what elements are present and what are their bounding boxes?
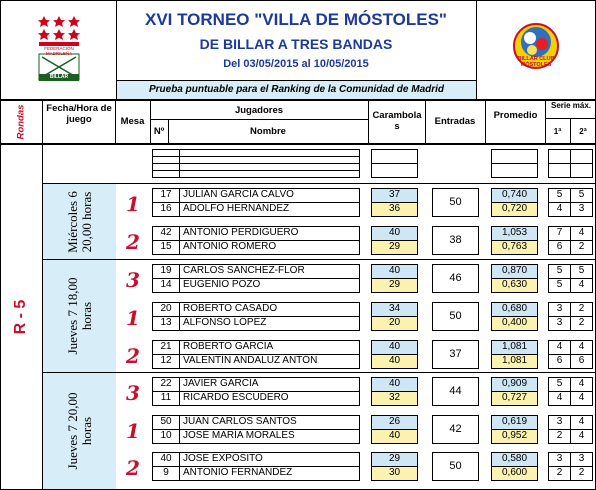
promedio-value: 0,740	[491, 188, 538, 203]
serie1-value: 3	[548, 316, 571, 331]
serie2-value: 2	[570, 240, 593, 255]
player-number: 9	[152, 466, 180, 481]
col-carambolas: Carambolas	[372, 110, 422, 132]
federation-logo-billar: BILLAR	[49, 74, 69, 80]
serie2-value: 5	[570, 188, 593, 203]
promedio-value: 1,081	[491, 354, 538, 369]
ranking-note: Prueba puntuable para el Ranking de la Comunidad de Madrid	[117, 81, 476, 99]
player-number: 12	[152, 354, 180, 369]
player-name: ADOLFO HERNÁNDEZ	[179, 202, 360, 217]
col-serie: Serie máx.	[550, 101, 592, 110]
round-label: R - 5	[12, 299, 29, 335]
player-number: 13	[152, 316, 180, 331]
player-name: ROBERTO GARCÍA	[179, 340, 360, 355]
table-number: 3	[126, 268, 140, 292]
carambolas-value: 26	[371, 415, 418, 430]
promedio-value: 0,727	[491, 391, 538, 406]
col-num: Nº	[153, 126, 165, 137]
serie1-value: 3	[548, 415, 571, 430]
carambolas-value: 40	[371, 264, 418, 279]
serie1-value: 5	[548, 264, 571, 279]
player-name: ANTONIO FERNÁNDEZ	[179, 466, 360, 481]
player-name: ALFONSO LÓPEZ	[179, 316, 360, 331]
day-label: Jueves 7 18,00 horas	[64, 277, 94, 355]
tournament-subtitle: DE BILLAR A TRES BANDAS	[199, 36, 393, 52]
player-number: 50	[152, 415, 180, 430]
promedio-value: 0,952	[491, 429, 538, 444]
player-name: VALENTÍN ANDALUZ ANTÓN	[179, 354, 360, 369]
carambolas-value: 29	[371, 278, 418, 293]
player-number: 20	[152, 302, 180, 317]
promedio-value: 0,680	[491, 302, 538, 317]
promedio-value: 0,870	[491, 264, 538, 279]
player-number: 22	[152, 377, 180, 392]
entradas-value: 38	[432, 226, 479, 255]
carambolas-value: 29	[371, 240, 418, 255]
player-name: ANTONIO PERDIGUERO	[179, 226, 360, 241]
serie1-value: 4	[548, 202, 571, 217]
player-name: JOSÉ EXPÓSITO	[179, 452, 360, 467]
carambolas-value: 34	[371, 302, 418, 317]
serie1-value: 5	[548, 278, 571, 293]
player-name: JULIÁN GARCÍA CALVO	[179, 188, 360, 203]
federation-logo-text: FEDERACIÓN MADRILEÑA	[44, 46, 74, 56]
promedio-value: 0,720	[491, 202, 538, 217]
player-number: 21	[152, 340, 180, 355]
player-number: 16	[152, 202, 180, 217]
player-number: 40	[152, 452, 180, 467]
promedio-value: 0,619	[491, 415, 538, 430]
serie2-value: 4	[570, 429, 593, 444]
serie1-value: 3	[548, 452, 571, 467]
entradas-value: 46	[432, 264, 479, 293]
serie2-value: 3	[570, 452, 593, 467]
player-name: RICARDO ESCUDERO	[179, 391, 360, 406]
col-serie2: 2ª	[579, 127, 587, 136]
tournament-dates: Del 03/05/2015 al 10/05/2015	[223, 58, 369, 70]
promedio-value: 0,400	[491, 316, 538, 331]
player-number: 17	[152, 188, 180, 203]
player-number: 15	[152, 240, 180, 255]
serie2-value: 4	[570, 377, 593, 392]
serie2-value: 6	[570, 354, 593, 369]
carambolas-value: 40	[371, 340, 418, 355]
col-promedio: Promedio	[493, 110, 538, 121]
serie2-value: 2	[570, 316, 593, 331]
entradas-value: 42	[432, 415, 479, 444]
serie2-value: 3	[570, 202, 593, 217]
player-number: 11	[152, 391, 180, 406]
day-label: Jueves 7 20,00 horas	[64, 392, 94, 470]
promedio-value: 0,909	[491, 377, 538, 392]
serie1-value: 6	[548, 240, 571, 255]
col-serie1: 1ª	[553, 127, 562, 136]
table-number: 2	[126, 456, 140, 480]
table-number: 2	[126, 344, 140, 368]
player-name: CARLOS SÁNCHEZ-FLOR	[179, 264, 360, 279]
serie2-value: 5	[570, 264, 593, 279]
serie2-value: 2	[570, 466, 593, 481]
carambolas-value: 29	[371, 452, 418, 467]
player-name: JAVIER GARCÍA	[179, 377, 360, 392]
carambolas-value: 36	[371, 202, 418, 217]
player-name: JUAN CARLOS SANTOS	[179, 415, 360, 430]
serie2-value: 2	[570, 302, 593, 317]
table-number: 1	[126, 192, 140, 216]
table-number: 1	[126, 419, 140, 443]
day-label: Miércoles 6 20,00 horas	[64, 190, 94, 253]
promedio-value: 0,600	[491, 466, 538, 481]
table-number: 3	[126, 381, 140, 405]
promedio-value: 1,081	[491, 340, 538, 355]
serie2-value: 4	[570, 340, 593, 355]
carambolas-value: 32	[371, 391, 418, 406]
player-name: JOSÉ MARÍA MORALES	[179, 429, 360, 444]
serie2-value: 4	[570, 226, 593, 241]
carambolas-value: 40	[371, 226, 418, 241]
serie1-value: 5	[548, 188, 571, 203]
player-name: EUGENIO POZO	[179, 278, 360, 293]
serie1-value: 4	[548, 340, 571, 355]
entradas-value: 44	[432, 377, 479, 406]
serie1-value: 2	[548, 429, 571, 444]
player-number: 14	[152, 278, 180, 293]
serie1-value: 5	[548, 377, 571, 392]
col-entradas: Entradas	[434, 116, 476, 127]
col-jugadores: Jugadores	[234, 105, 284, 116]
player-number: 10	[152, 429, 180, 444]
entradas-value: 50	[432, 302, 479, 331]
carambolas-value: 20	[371, 316, 418, 331]
club-logo-text: BILLAR CLUB MÓSTOLES	[517, 56, 555, 68]
promedio-value: 0,763	[491, 240, 538, 255]
carambolas-value: 40	[371, 377, 418, 392]
carambolas-value: 40	[371, 429, 418, 444]
serie1-value: 7	[548, 226, 571, 241]
serie1-value: 3	[548, 302, 571, 317]
carambolas-value: 30	[371, 466, 418, 481]
serie2-value: 4	[570, 278, 593, 293]
entradas-value: 50	[432, 452, 479, 481]
entradas-value: 37	[432, 340, 479, 369]
promedio-value: 0,580	[491, 452, 538, 467]
serie2-value: 4	[570, 391, 593, 406]
carambolas-value: 40	[371, 354, 418, 369]
serie1-value: 2	[548, 466, 571, 481]
serie1-value: 6	[548, 354, 571, 369]
tournament-title: XVI TORNEO "VILLA DE MÓSTOLES"	[144, 10, 447, 29]
table-number: 1	[126, 306, 140, 330]
player-name: ANTONIO ROMERO	[179, 240, 360, 255]
table-number: 2	[126, 230, 140, 254]
promedio-value: 0,630	[491, 278, 538, 293]
col-fecha: Fecha/Hora de juego	[46, 103, 112, 125]
col-mesa: Mesa	[120, 116, 145, 127]
serie2-value: 4	[570, 415, 593, 430]
carambolas-value: 37	[371, 188, 418, 203]
serie1-value: 4	[548, 391, 571, 406]
entradas-value: 50	[432, 188, 479, 217]
player-number: 42	[152, 226, 180, 241]
promedio-value: 1,053	[491, 226, 538, 241]
player-name: ROBERTO CASADO	[179, 302, 360, 317]
player-number: 19	[152, 264, 180, 279]
col-nombre: Nombre	[250, 126, 286, 137]
col-rondas: Rondas	[15, 104, 27, 140]
